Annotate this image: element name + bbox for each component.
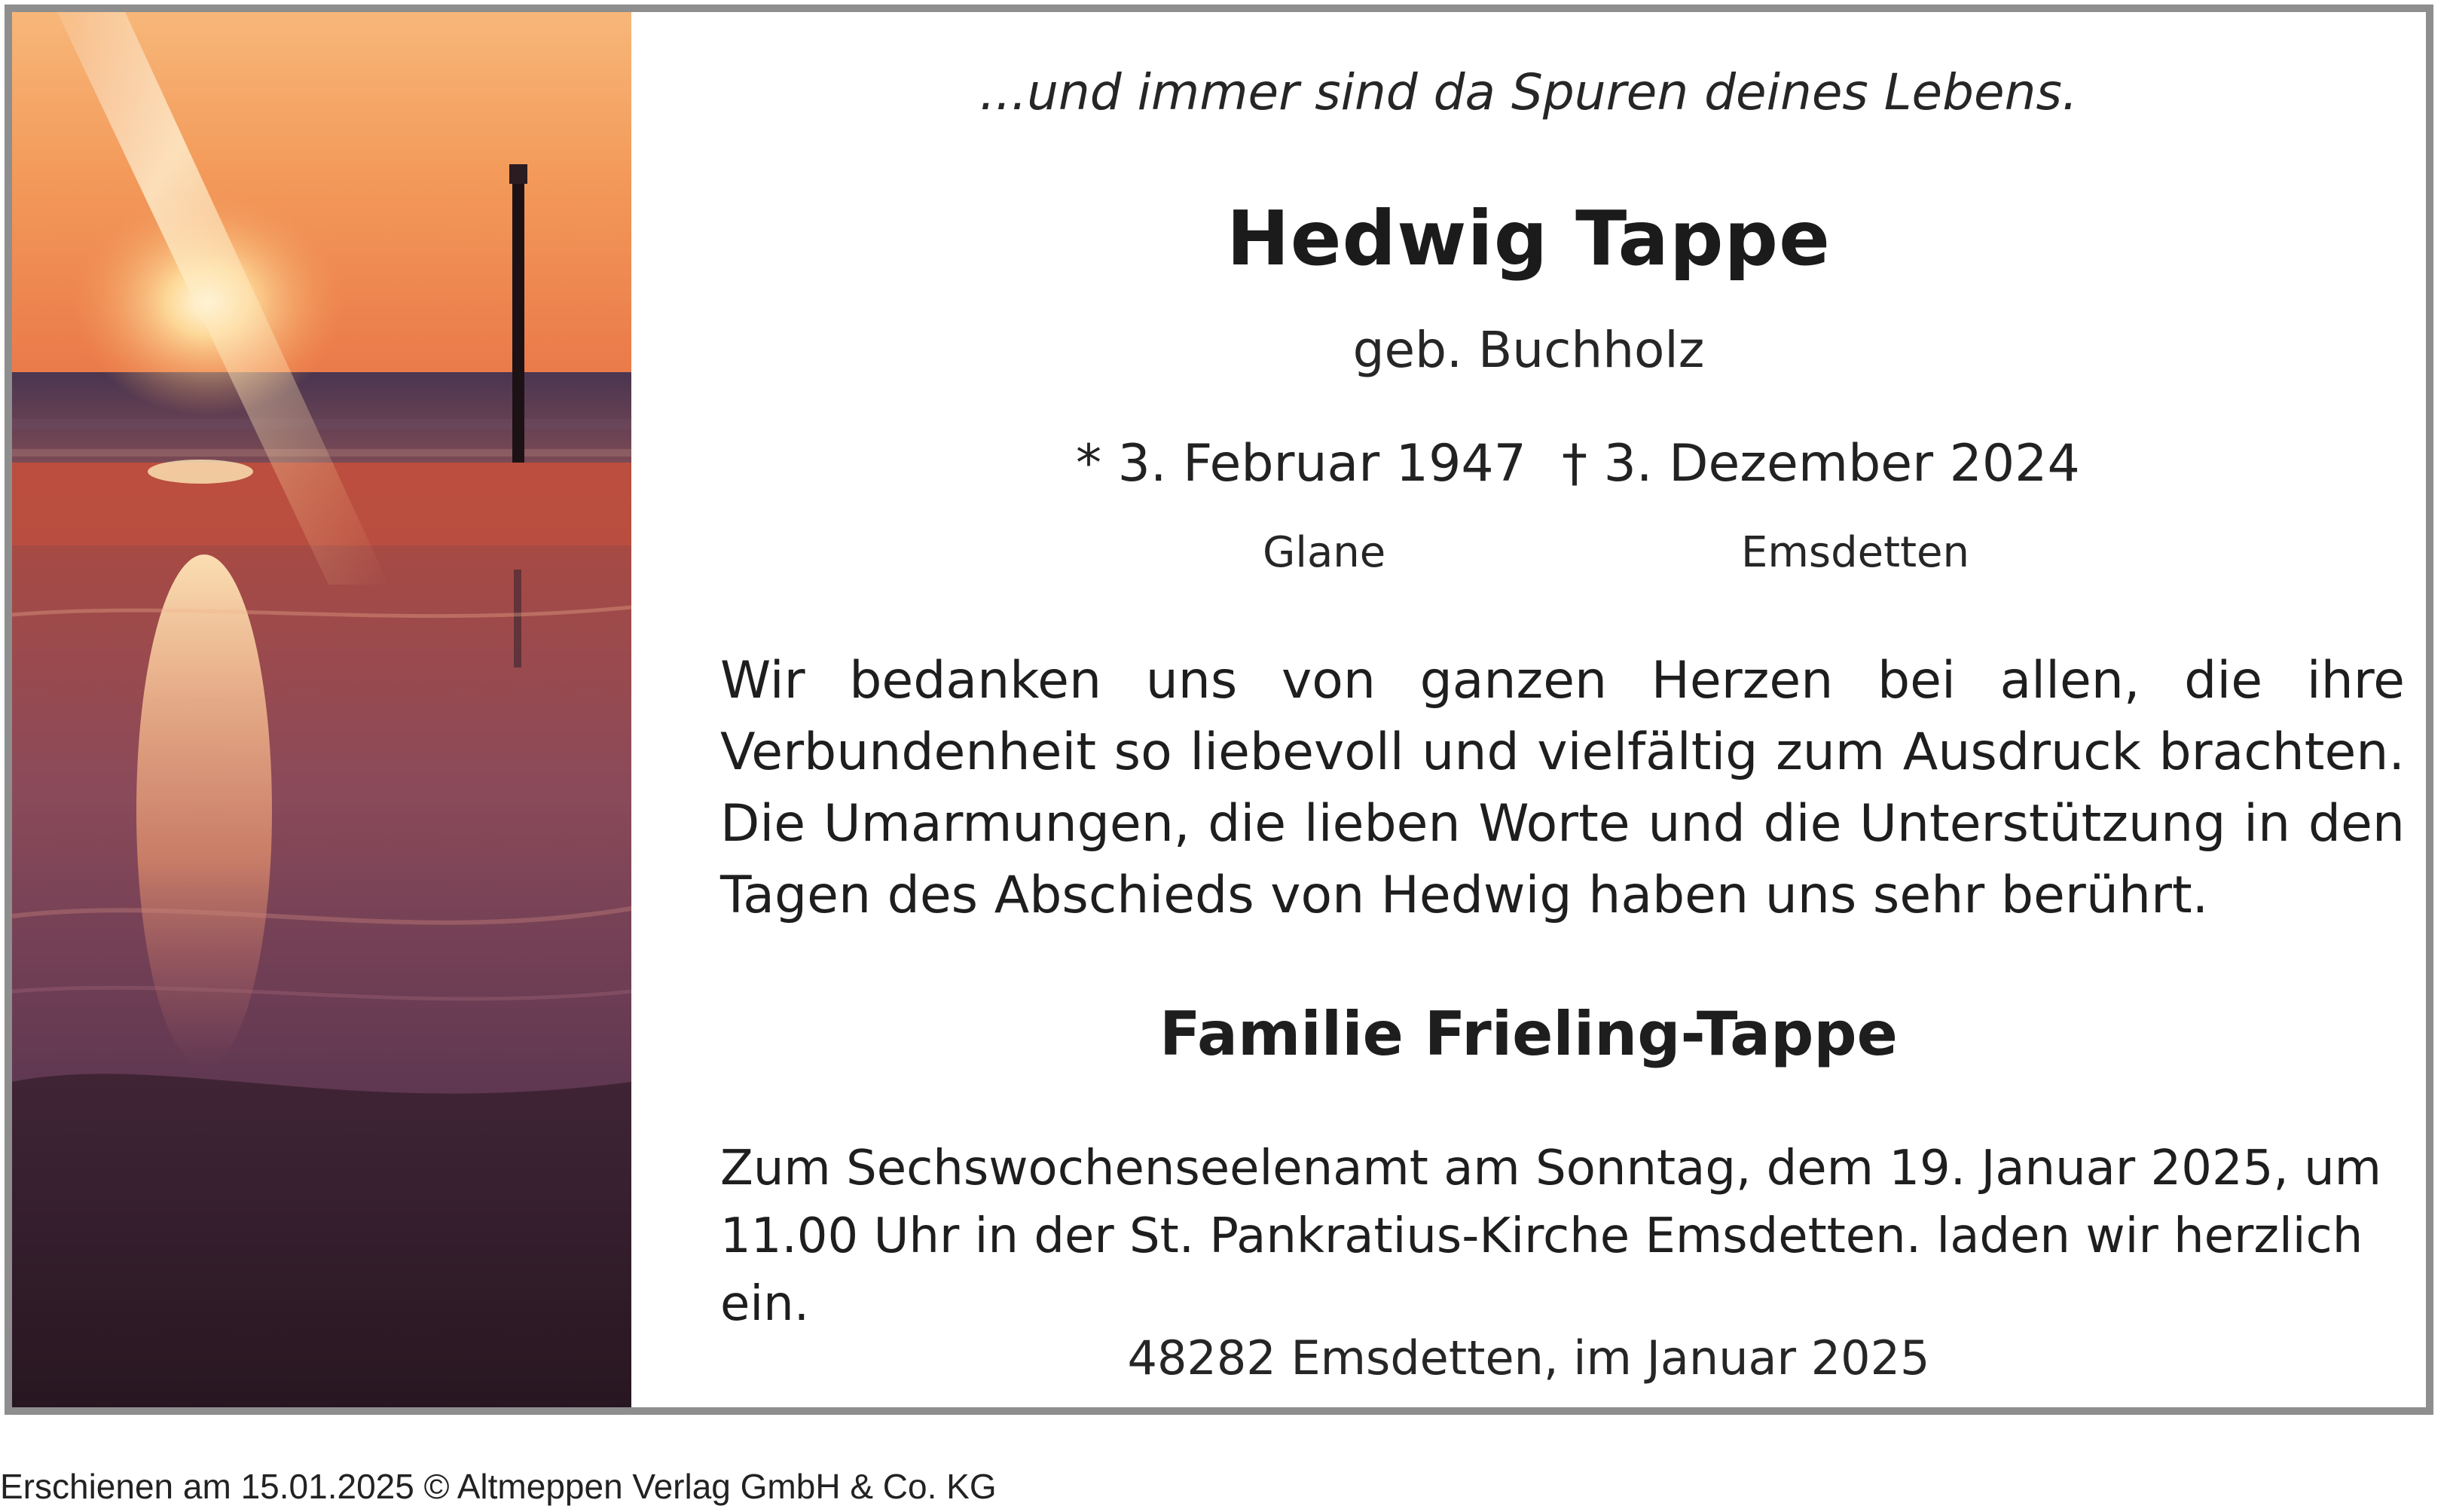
family-signature: Familie Frieling-Tappe xyxy=(1159,999,1898,1069)
notice-text-area xyxy=(631,12,2426,1407)
mass-line: ein. xyxy=(720,1276,810,1332)
birth-date: * 3. Februar 1947 xyxy=(1076,434,1526,493)
mass-announcement xyxy=(720,1135,2405,1338)
sunset-beach-photo xyxy=(12,12,631,1407)
place-and-date: 48282 Emsdetten, im Januar 2025 xyxy=(1127,1330,1930,1385)
publication-footer: Erschienen am 15.01.2025 © Altmeppen Verlag GmbH & Co. KG xyxy=(0,1467,997,1506)
death-date: † 3. Dezember 2024 xyxy=(1562,434,2080,493)
death-place: Emsdetten xyxy=(1741,528,1969,577)
mass-line: Zum Sechswochenseelenamt am Sonntag, dem 19. Januar 2025, um xyxy=(720,1141,2381,1196)
mass-line: 11.00 Uhr in der St. Pankratius-Kirche Emsdetten. laden wir herzlich xyxy=(720,1208,2363,1264)
obituary-card xyxy=(5,5,2433,1415)
thanks-line: Die Umarmungen, die lieben Worte und die Unterstützung in den xyxy=(720,794,2405,854)
birth-place: Glane xyxy=(1263,528,1386,577)
thanks-line: Verbundenheit so liebevoll und vielfältig zum Ausdruck brachten. xyxy=(720,722,2405,782)
maiden-name: geb. Buchholz xyxy=(1352,321,1705,379)
deceased-name: Hedwig Tappe xyxy=(1227,194,1831,283)
sunset-beach-image xyxy=(12,12,631,1407)
thanks-paragraph xyxy=(720,645,2405,931)
thanks-line: Wir bedanken uns von ganzen Herzen bei allen, die ihre xyxy=(720,651,2405,710)
motto: ...und immer sind da Spuren deines Lebens. xyxy=(979,63,2078,121)
thanks-line: Tagen des Abschieds von Hedwig haben uns sehr berührt. xyxy=(720,866,2209,925)
